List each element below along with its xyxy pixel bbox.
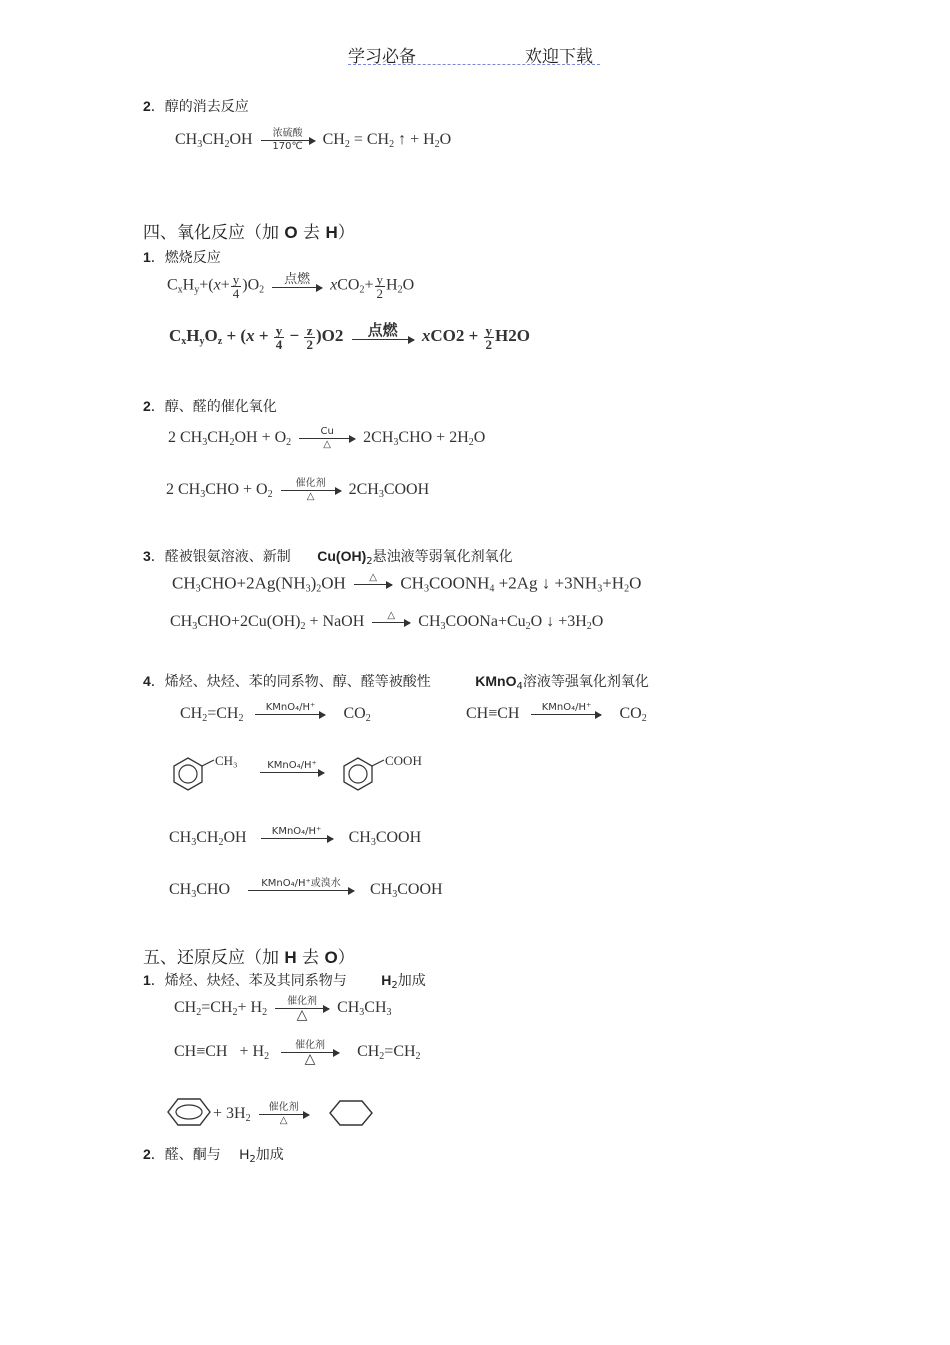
combustion-heading: 1．燃烧反应: [143, 249, 221, 266]
eq-ethanol-kmno4: $CH_3CH_2OH$ KMnO₄/H⁺ $CH_3COOH$: [169, 826, 422, 849]
benzene-ring-icon: [166, 1096, 212, 1128]
cyclohexane-ring-icon: [328, 1098, 374, 1128]
eq-aldehyde-oxidation: 2 $CH_3CHO + O_2$ 催化剂 △ $2CH_3COOH$: [166, 478, 430, 502]
eq-benzene-h2: + $3H_2$ 催化剂 △: [213, 1102, 313, 1127]
hydrogenation-heading: 1．烯烃、炔烃、苯及其同系物与 $H_2$加成: [143, 972, 426, 991]
eq-combustion-hydrocarbon: $C_xH_y+(x+$ $\frac{y}{4}$ )$O_2$ 点燃 xCO$_2$+ $\frac{y}{2}$ $H_2O$: [167, 271, 415, 301]
eq-ethene-h2: $CH_2=CH_2+ H_2$ 催化剂 △ $CH_3CH_3$: [174, 996, 392, 1023]
benzoic-acid-structure: [338, 752, 438, 800]
svg-text:CH₃: CH₃: [215, 753, 238, 768]
eq-elimination: $CH_3CH_2OH$ 浓硫酸 170℃ $CH_2 = CH_2$ ↑ + $H_2O$: [175, 128, 452, 152]
eq-ethyne-kmno4: CH≡CH KMnO₄/H⁺ $CO_2$: [466, 702, 647, 725]
eq-combustion-oxygenated: $C_xH_yO_z + (x$ + $\frac{y}{4}$ − $\frac{z}{2}$ )O2 点燃 xCO2 + $\frac{y}{2}$ H2O: [169, 321, 530, 352]
weak-oxidant-heading: 3．醛被银氨溶液、新制 $Cu(OH)_2$悬浊液等弱氧化剂氧化: [143, 548, 513, 567]
eq-alcohol-oxidation: 2 $CH_3CH_2OH + O_2$ Cu △ $2CH_3CHO + 2H_2O$: [168, 426, 486, 450]
eq-ethyne-h2: $CH\equiv CH + H_2$ 催化剂 △ $CH_2=CH_2$: [174, 1040, 421, 1067]
eq-ethene-kmno4: $CH_2=CH_2$ KMnO₄/H⁺ $CO_2$: [180, 702, 371, 725]
toluene-structure: [168, 752, 248, 800]
arrow-toluene: KMnO₄/H⁺: [256, 760, 328, 785]
header-rule: [348, 64, 600, 65]
section-4-title: 四、氧化反应（加 O 去 H）: [143, 223, 355, 243]
header-left: 学习必备: [348, 47, 416, 67]
header-right: 欢迎下载: [525, 47, 593, 67]
down-arrow-icon: ↓: [546, 613, 555, 631]
svg-text:COOH: COOH: [385, 753, 422, 768]
elimination-heading: 2．醇的消去反应: [143, 98, 249, 115]
strong-oxidant-heading: 4．烯烃、炔烃、苯的同系物、醇、醛等被酸性 KMnO$_4$溶液等强氧化剂氧化: [143, 673, 649, 692]
up-arrow-icon: ↑: [398, 131, 407, 149]
catalytic-oxidation-heading: 2．醇、醛的催化氧化: [143, 398, 277, 415]
down-arrow-icon: ↓: [541, 573, 551, 593]
eq-silver-mirror: $CH_3CHO+2Ag(NH_3)_2OH$ △ $CH_3COONH_4 +2Ag$ ↓ $+3NH_3+H_2O$: [172, 572, 642, 595]
aldehyde-ketone-heading: 2．醛、酮与 $H_2$加成: [143, 1146, 284, 1165]
eq-fehling: $CH_3CHO+2Cu(OH)_2$ + NaOH △ $CH_3COONa+Cu_2O$ ↓ $+3H_2O$: [170, 610, 604, 633]
eq-acetaldehyde-kmno4: $CH_3CHO$ KMnO₄/H⁺或溴水 $CH_3COOH$: [169, 878, 443, 901]
section-5-title: 五、还原反应（加 H 去 O）: [143, 948, 355, 968]
